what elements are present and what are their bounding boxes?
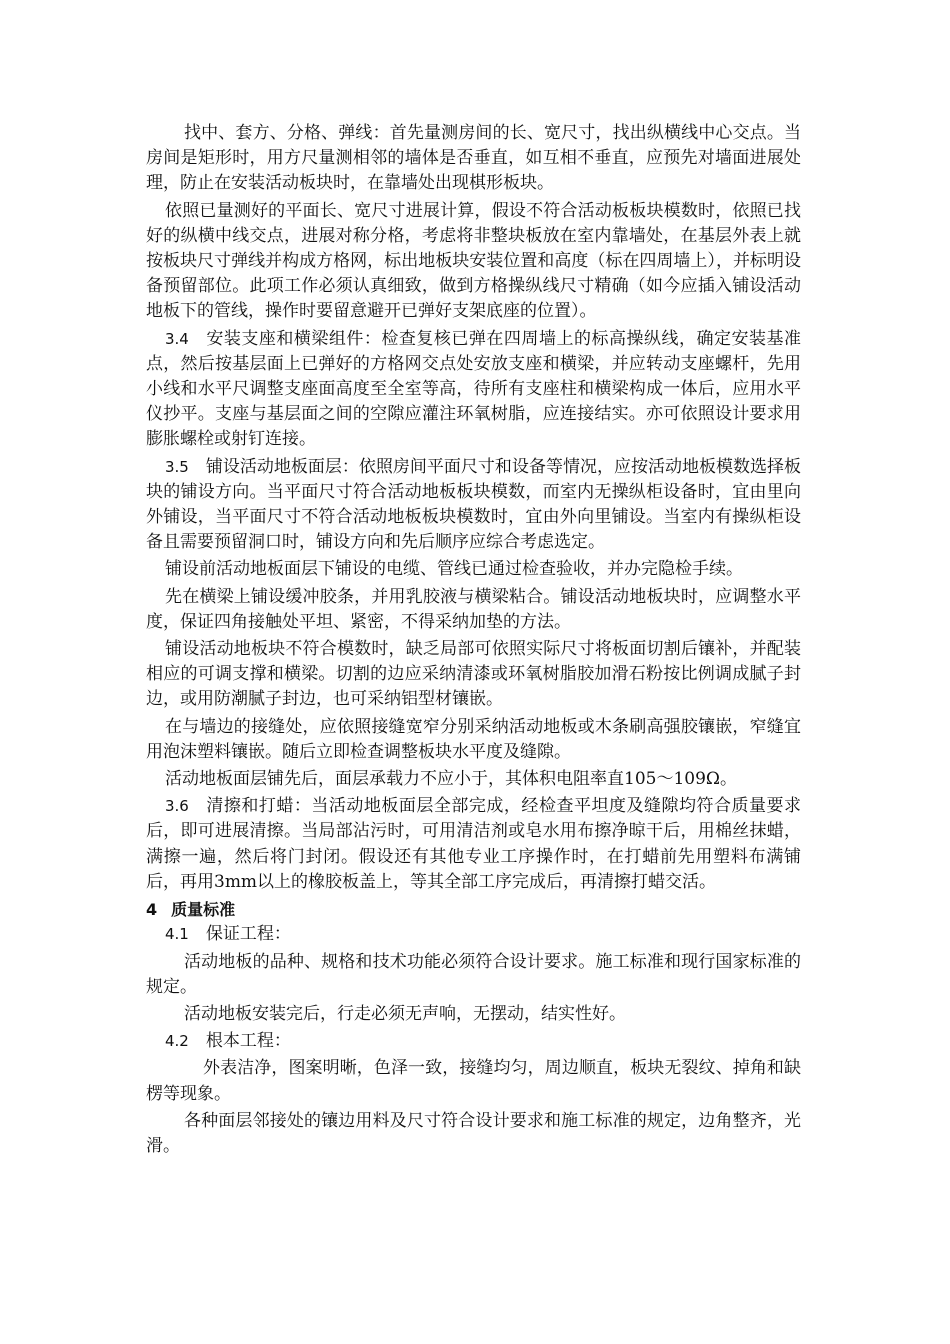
paragraph-text: 活动地板的品种、规格和技术功能必须符合设计要求。施工标准和现行国家标准的规定。 [146, 951, 801, 997]
paragraph [146, 1002, 801, 1027]
document-body [146, 121, 801, 1161]
heading-number: 4 [146, 900, 158, 920]
paragraph [146, 1056, 801, 1106]
section-heading [146, 897, 801, 922]
subsection-heading [146, 922, 801, 947]
paragraph-text: 在与墙边的接缝处，应依照接缝宽窄分别采纳活动地板或木条刷高强胶镶嵌，窄缝宜用泡沫塑料镶嵌。随后立即检查调整板块水平度及缝隙。 [146, 716, 801, 762]
paragraph [146, 794, 801, 895]
subsection-title: 保证工程： [205, 924, 291, 945]
section-number: 4.1 [165, 925, 189, 944]
paragraph [146, 557, 801, 582]
paragraph-text: 外表洁净，图案明晰，色泽一致，接缝均匀，周边顺直，板块无裂纹、掉角和缺楞等现象。 [146, 1058, 801, 1104]
paragraph [146, 637, 801, 713]
paragraph-text: 铺设活动地板面层：依照房间平面尺寸和设备等情况，应按活动地板模数选择板块的铺设方向。当平面尺寸符合活动地板板块模数，而室内无操纵柜设备时，宜由里向外铺设，当平面尺寸不符合活动地板板块模数时，宜由外向里铺设。当室内有操纵柜设备且需要预留洞口时，铺设方向和先后顺序应综合考虑选定。 [146, 456, 801, 553]
subsection-title: 根本工程： [205, 1031, 291, 1052]
paragraph [146, 950, 801, 1000]
section-number: 3.6 [165, 797, 189, 816]
paragraph [146, 715, 801, 765]
paragraph-text: 铺设前活动地板面层下铺设的电缆、管线已通过检查验收，并办完隐检手续。 [165, 559, 743, 580]
paragraph-text: 各种面层邻接处的镶边用料及尺寸符合设计要求和施工标准的规定，边角整齐，光滑。 [146, 1110, 801, 1156]
section-number: 4.2 [165, 1032, 189, 1051]
paragraph [146, 121, 801, 197]
paragraph-text: 铺设活动地板块不符合模数时，缺乏局部可依照实际尺寸将板面切割后镶补，并配装相应的可调支撑和横梁。切割的边应采纳清漆或环氧树脂胶加滑石粉按比例调成腻子封边，或用防潮腻子封边，也可采纳铝型材镶嵌。 [146, 639, 801, 710]
paragraph [146, 1109, 801, 1159]
subsection-heading [146, 1029, 801, 1054]
paragraph [146, 585, 801, 635]
paragraph [146, 199, 801, 325]
paragraph [146, 455, 801, 556]
paragraph-text: 活动地板面层铺先后，面层承载力不应小于，其体积电阻率直105～109Ω。 [165, 769, 737, 790]
paragraph-text: 先在横梁上铺设缓冲胶条，并用乳胶液与横梁粘合。铺设活动地板块时，应调整水平度，保证四角接触处平坦、紧密，不得采纳加垫的方法。 [146, 586, 801, 632]
paragraph-text: 清擦和打蜡：当活动地板面层全部完成，经检查平坦度及缝隙均符合质量要求后，即可进展清擦。当局部沾污时，可用清洁剂或皂水用布擦净晾干后，用棉丝抹蜡，满擦一遍，然后将门封闭。假设还有其他专业工序操作时，在打蜡前先用塑料布满铺后，再用3mm以上的橡胶板盖上，等其全部工序完成后，再清擦打蜡交活。 [146, 796, 801, 892]
heading-title: 质量标准 [171, 900, 236, 920]
paragraph-text: 活动地板安装完后，行走必须无声响，无摆动，结实性好。 [184, 1003, 626, 1024]
paragraph [146, 767, 801, 792]
paragraph-text: 依照已量测好的平面长、宽尺寸进展计算，假设不符合活动板板块模数时，依照已找好的纵横中线交点，进展对称分格，考虑将非整块板放在室内靠墙处，在基层外表上就按板块尺寸弹线并构成方格网，标出地板块安装位置和高度（标在四周墙上），并标明设备预留部位。此项工作必须认真细致，做到方格操纵线尺寸精确（如今应插入铺设活动地板下的管线，操作时要留意避开已弹好支架底座的位置）。 [146, 200, 801, 322]
paragraph [146, 327, 801, 453]
paragraph-text: 安装支座和横梁组件：检查复核已弹在四周墙上的标高操纵线，确定安装基准点，然后按基层面上已弹好的方格网交点处安放支座和横梁，并应转动支座螺杆，先用小线和水平尺调整支座面高度至全室等高，待所有支座柱和横梁构成一体后，应用水平仪抄平。支座与基层面之间的空隙应灌注环氧树脂，应连接结实。亦可依照设计要求用膨胀螺栓或射钉连接。 [146, 328, 801, 450]
section-number: 3.5 [165, 457, 189, 476]
section-number: 3.4 [165, 329, 189, 348]
paragraph-text: 找中、套方、分格、弹线：首先量测房间的长、宽尺寸，找出纵横线中心交点。当房间是矩形时，用方尺量测相邻的墙体是否垂直，如互相不垂直，应预先对墙面进展处理，防止在安装活动板块时，在靠墙处出现棋形板块。 [146, 123, 801, 194]
